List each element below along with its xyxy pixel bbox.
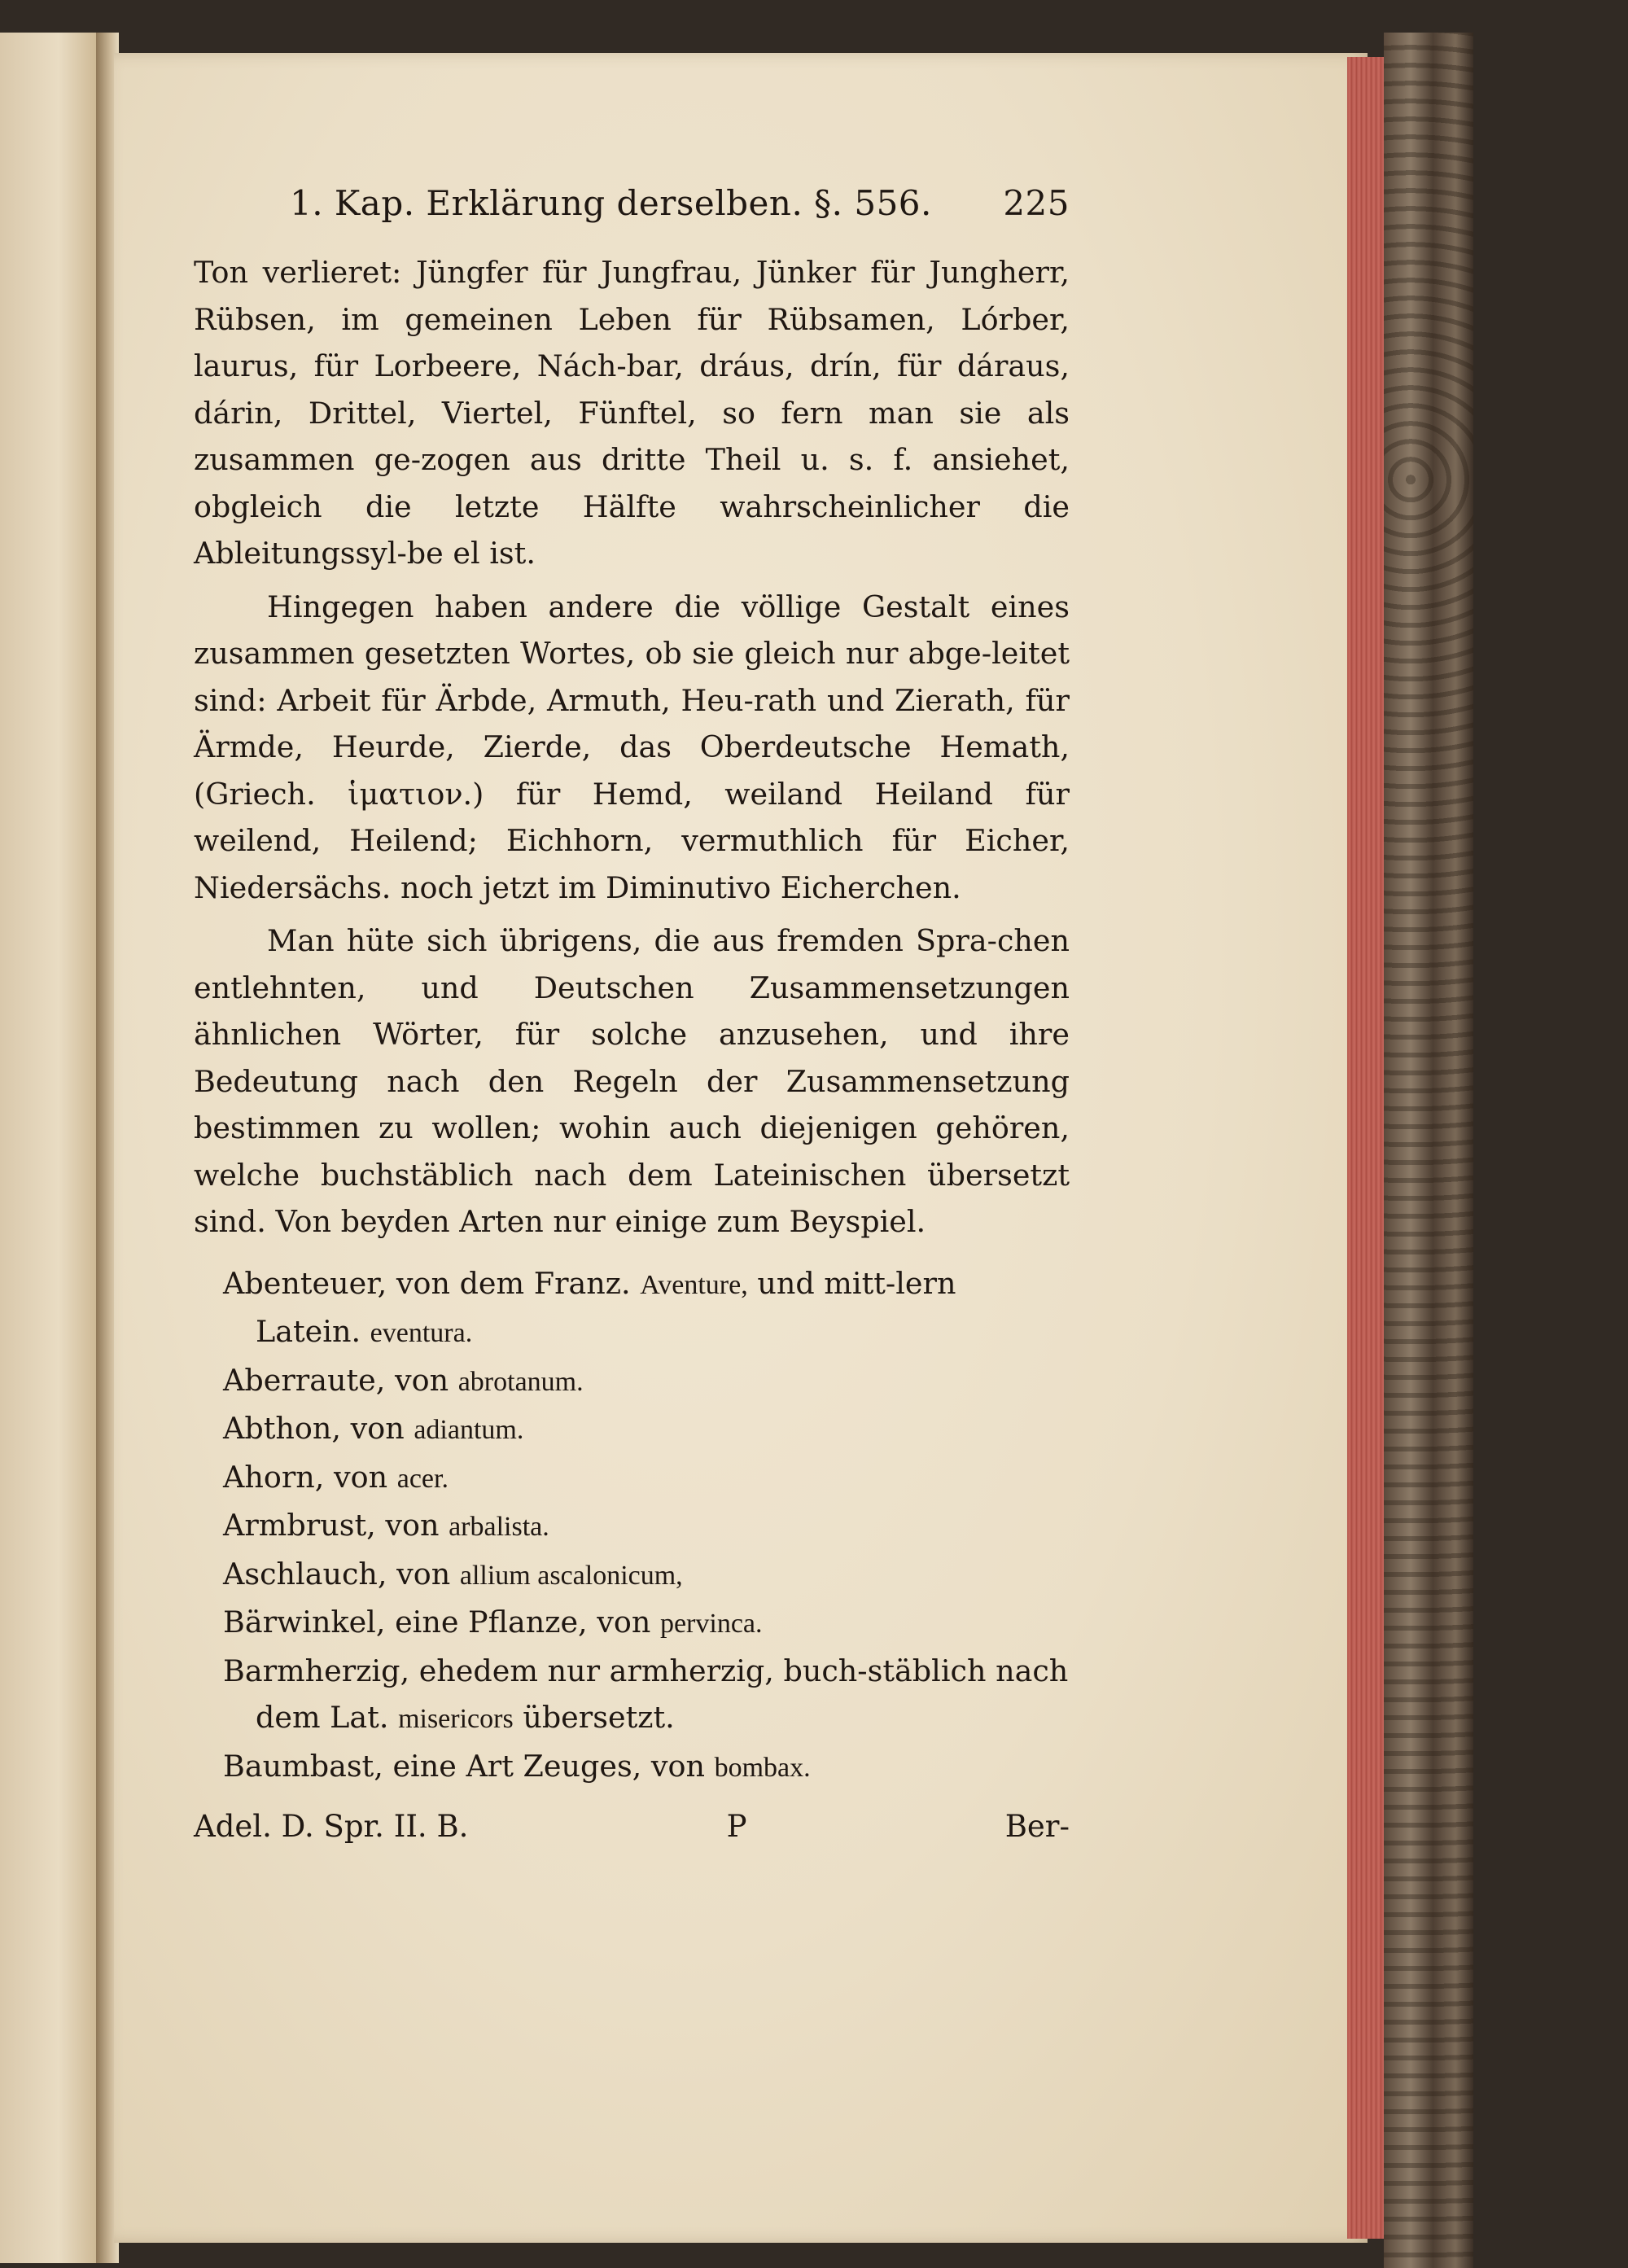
running-title: 1. Kap. Erklärung derselben. §. 556. bbox=[290, 183, 932, 223]
entry-word: Baumbast, bbox=[223, 1748, 383, 1784]
entry-latin: Aventure, bbox=[640, 1269, 748, 1300]
list-item bbox=[194, 1599, 1070, 1648]
page-edge-red bbox=[1347, 57, 1384, 2239]
entry-latin: acer. bbox=[396, 1463, 449, 1494]
entry-latin-2: eventura. bbox=[370, 1318, 473, 1348]
list-item bbox=[194, 1454, 1070, 1503]
list-item bbox=[194, 1551, 1070, 1600]
entry-word: Bärwinkel, bbox=[223, 1605, 386, 1640]
page-footer bbox=[194, 1809, 1070, 1844]
entry-word: Barmherzig, bbox=[223, 1653, 410, 1688]
gathering-letter: P bbox=[726, 1809, 747, 1844]
entry-text: von bbox=[396, 1556, 451, 1592]
entry-word: Armbrust, bbox=[223, 1508, 376, 1543]
catchword: Ber- bbox=[1004, 1809, 1070, 1844]
entry-word: Ahorn, bbox=[223, 1459, 325, 1495]
list-item bbox=[194, 1405, 1070, 1454]
list-item bbox=[194, 1648, 1070, 1743]
entry-text: von bbox=[350, 1411, 405, 1446]
entry-word: Aschlauch, bbox=[223, 1556, 387, 1592]
paragraph-3: Man hüte sich übrigens, die aus fremden Spra-chen entlehnten, und Deutschen Zusammensetzungen ähnlichen Wörter, für solche anzusehen, und ihre Bedeutung nach den Regeln der Zusammensetzung bestimmen zu wollen; wohin auch diejenigen gehören, welche buchstäblich nach dem Lateinischen übersetzt sind. Von beyden Arten nur einige zum Beyspiel. bbox=[194, 923, 1070, 1239]
entry-text: von dem Franz. bbox=[396, 1265, 631, 1301]
entry-latin: misericors bbox=[398, 1704, 514, 1734]
entry-word: Aberraute, bbox=[223, 1362, 386, 1398]
entry-word: Abenteuer, bbox=[223, 1265, 387, 1301]
entry-latin: arbalista. bbox=[449, 1512, 549, 1542]
paragraph-2: Hingegen haben andere die völlige Gestalt eines zusammen gesetzten Wortes, ob sie gleich nur abge-leitet sind: Arbeit für Ärbde, Armuth, Heu-rath und Zierath, für Ärmde, Heurde, Zierde, das Oberdeutsche Hemath, (Griech. ἱματιον.) für Hemd, weiland Heiland für weilend, Heilend; Eichhorn, vermuthlich für Eicher, Niedersächs. noch jetzt im Diminutivo Eicherchen. bbox=[194, 589, 1070, 905]
entry-text: eine Pflanze, von bbox=[395, 1605, 651, 1640]
entry-text: von bbox=[385, 1508, 440, 1543]
list-item bbox=[194, 1260, 1070, 1357]
entry-latin: abrotanum. bbox=[457, 1366, 584, 1397]
example-list bbox=[194, 1260, 1070, 1792]
entry-rest: und mitt-lern Latein. bbox=[256, 1265, 956, 1349]
entry-latin: allium ascalonicum, bbox=[459, 1560, 683, 1591]
entry-text: von bbox=[394, 1362, 449, 1398]
entry-text: eine Art Zeuges, von bbox=[392, 1748, 705, 1784]
entry-latin: pervinca. bbox=[659, 1609, 763, 1639]
left-page-edge bbox=[0, 33, 100, 2263]
entry-text: ehedem nur armherzig, buch-stäblich nach dem Lat. bbox=[256, 1653, 1069, 1735]
entry-latin: adiantum. bbox=[414, 1415, 524, 1445]
page-content bbox=[194, 183, 1070, 1844]
entry-text: von bbox=[334, 1459, 388, 1495]
list-item bbox=[194, 1502, 1070, 1551]
entry-rest: übersetzt. bbox=[523, 1700, 675, 1735]
signature-mark: Adel. D. Spr. II. B. bbox=[194, 1809, 469, 1844]
page-number: 225 bbox=[1003, 183, 1070, 223]
cover-texture bbox=[1384, 33, 1473, 2268]
list-item bbox=[194, 1743, 1070, 1792]
list-item bbox=[194, 1357, 1070, 1406]
entry-word: Abthon, bbox=[223, 1411, 341, 1446]
entry-latin: bombax. bbox=[714, 1752, 811, 1783]
running-header bbox=[290, 183, 1070, 223]
paragraph-1: Ton verlieret: Jüngfer für Jungfrau, Jünker für Jungherr, Rübsen, im gemeinen Leben für Rübsamen, Lórber, laurus, für Lorbeere, Nách-bar, dráus, drín, für dáraus, dárin, Drittel, Viertel, Fünftel, so fern man sie als zusammen ge-zogen aus dritte Theil u. s. f. ansiehet, obgleich die letzte Hälfte wahrscheinlicher die Ableitungssyl-be el ist. bbox=[194, 255, 1070, 571]
